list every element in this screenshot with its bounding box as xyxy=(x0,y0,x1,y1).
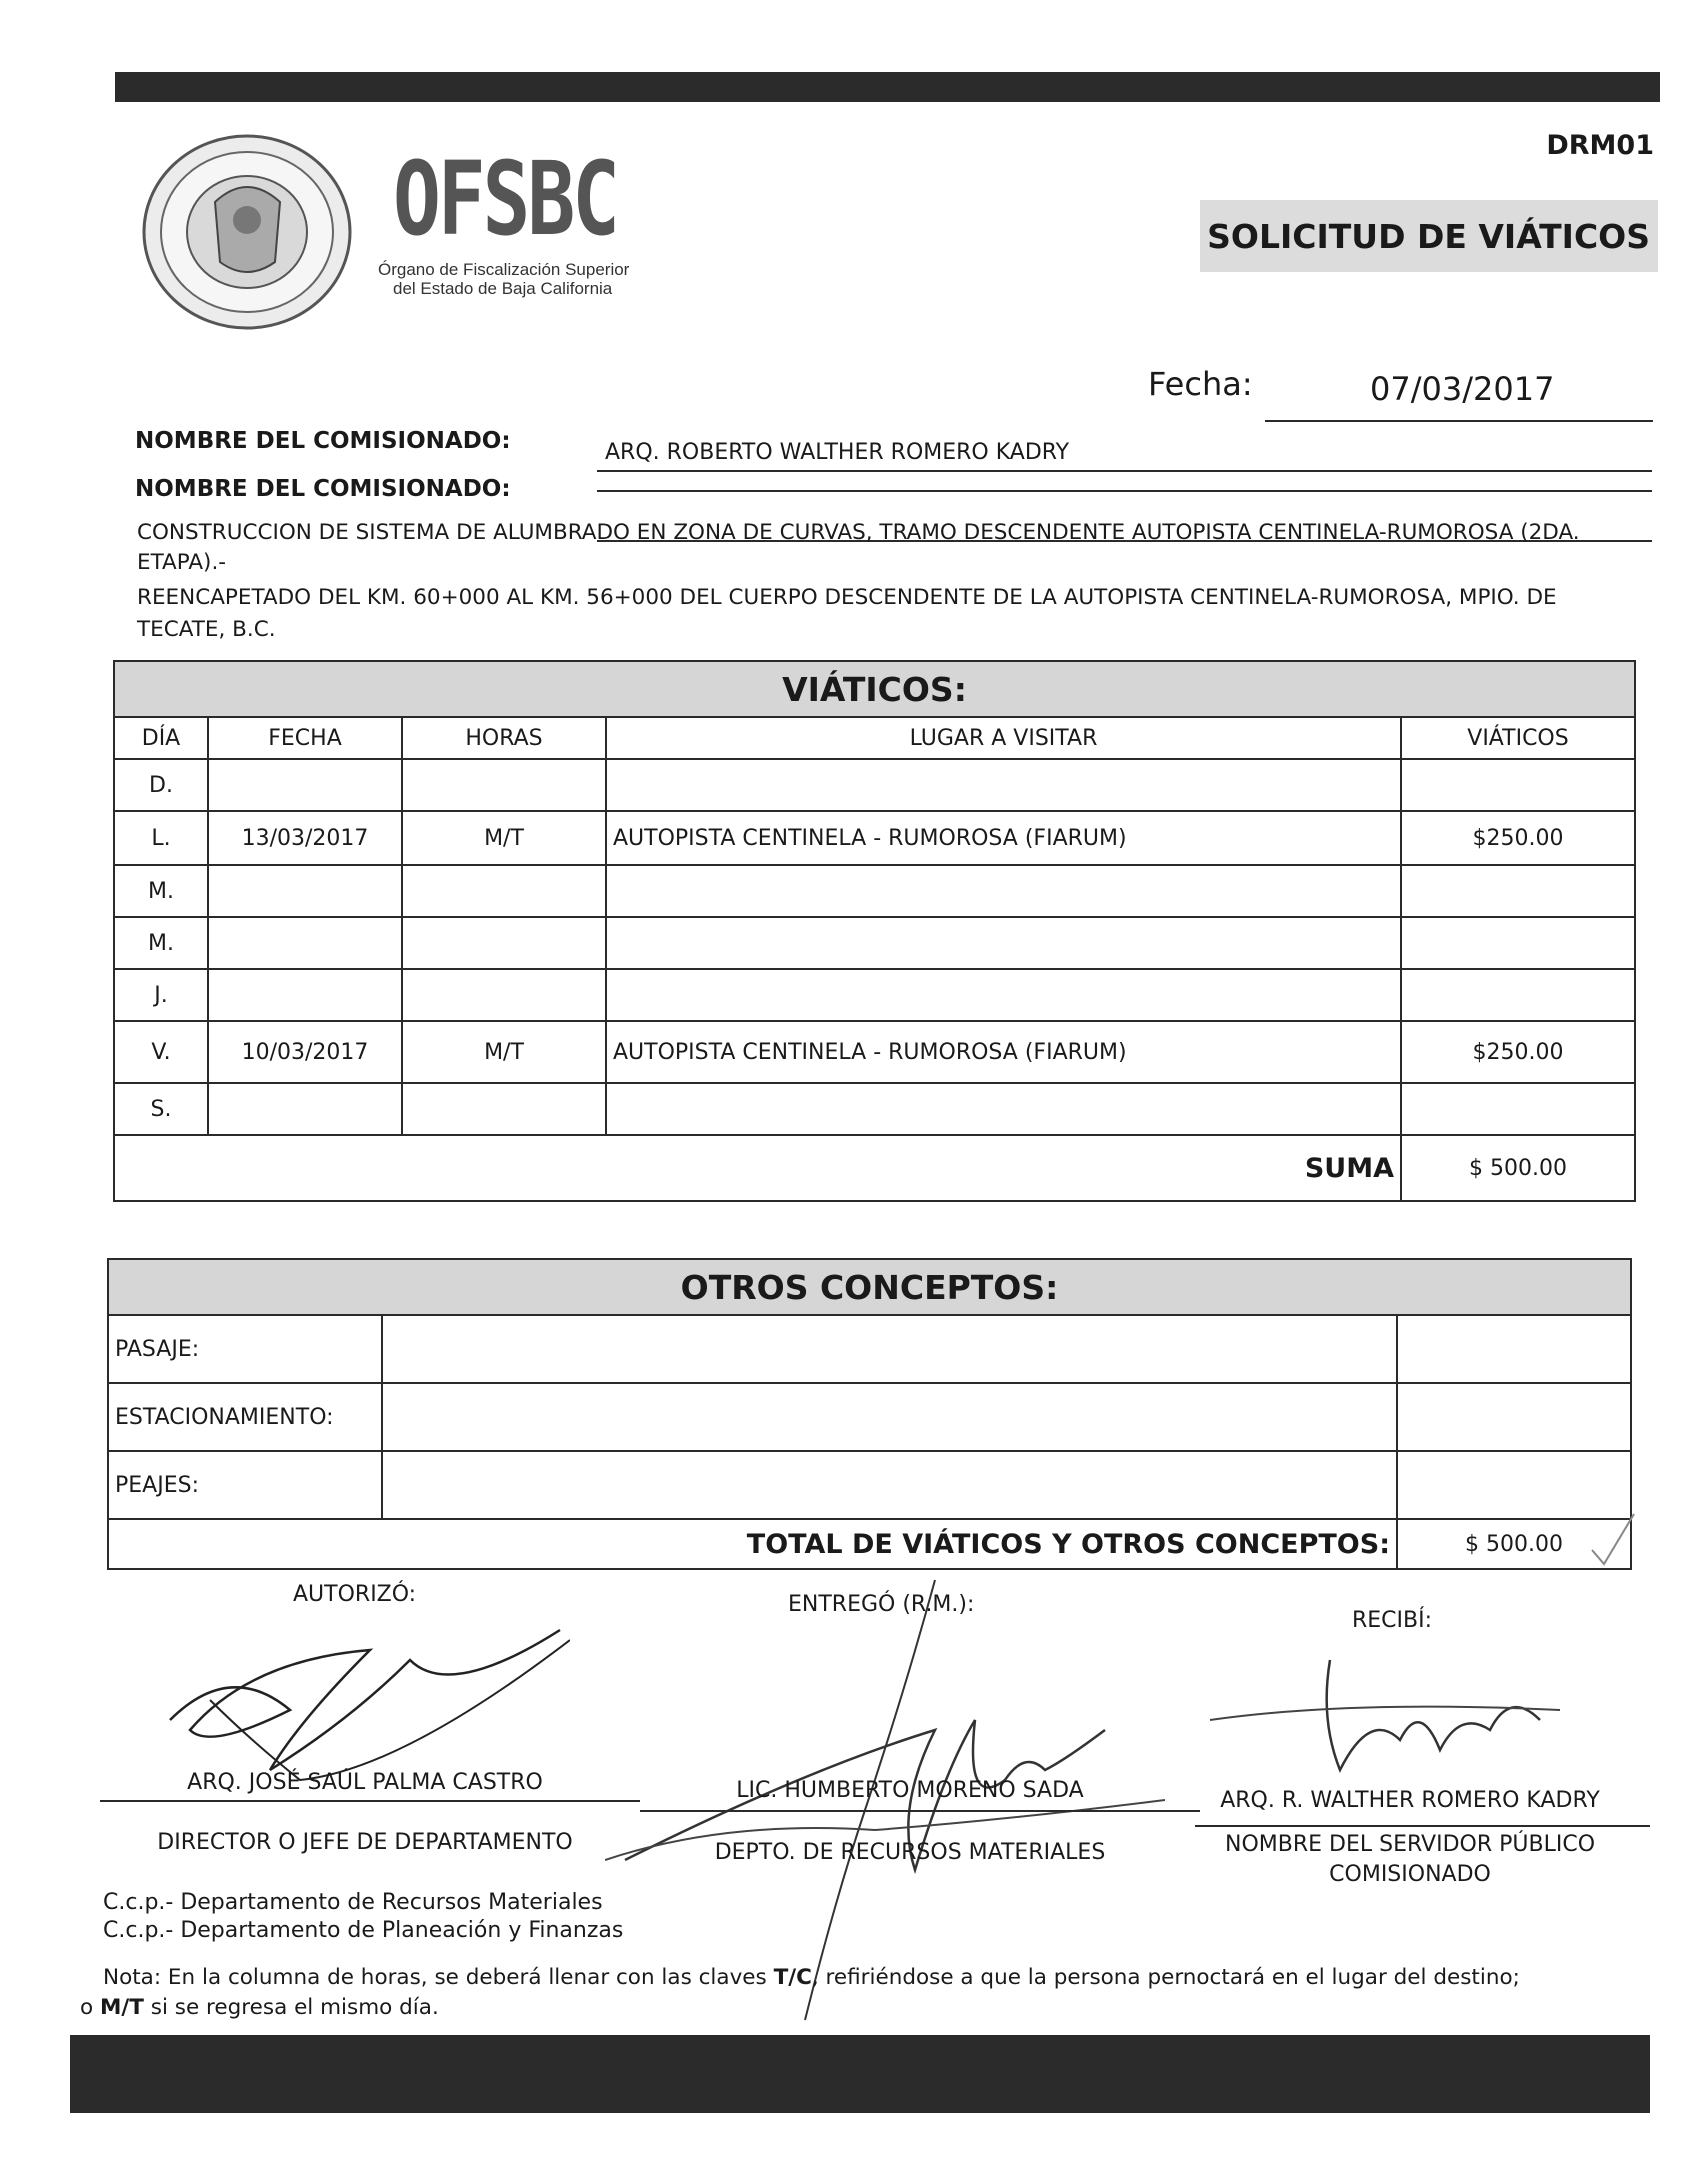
table-row xyxy=(114,811,1635,865)
col-horas: HORAS xyxy=(402,717,606,759)
row-horas xyxy=(402,969,606,1021)
nota-line-1 xyxy=(103,1965,1663,1990)
row-dia: L. xyxy=(114,811,208,865)
row-horas xyxy=(402,759,606,811)
descripcion-line-1: CONSTRUCCION DE SISTEMA DE ALUMBRADO EN ZONA DE CURVAS, TRAMO DESCENDENTE AUTOPISTA CENTINELA-RUMOROSA (2DA. xyxy=(137,520,1580,545)
row-monto xyxy=(1401,759,1635,811)
row-dia: D. xyxy=(114,759,208,811)
entrego-role: DEPTO. DE RECURSOS MATERIALES xyxy=(714,1840,1106,1865)
logo-subtitle-2: del Estado de Baja California xyxy=(393,279,613,298)
row-lugar: AUTOPISTA CENTINELA - RUMOROSA (FIARUM) xyxy=(606,811,1401,865)
otros-title: OTROS CONCEPTOS: xyxy=(108,1259,1631,1315)
suma-label: SUMA xyxy=(114,1135,1401,1201)
table-row xyxy=(114,865,1635,917)
row-monto xyxy=(1401,1083,1635,1135)
row-lugar xyxy=(606,969,1401,1021)
autorizo-role: DIRECTOR O JEFE DE DEPARTAMENTO xyxy=(157,1830,573,1855)
row-horas: M/T xyxy=(402,1021,606,1083)
nota-text: , refiriéndose a que la persona pernoctará en el lugar del destino; xyxy=(811,1965,1520,1990)
recibi-name: ARQ. R. WALTHER ROMERO KADRY xyxy=(1220,1788,1600,1813)
col-fecha: FECHA xyxy=(208,717,402,759)
entrego-line xyxy=(640,1810,1200,1812)
nota-tc: T/C xyxy=(773,1965,812,1990)
recibi-role-2: COMISIONADO xyxy=(1329,1862,1491,1887)
table-row xyxy=(114,1021,1635,1083)
otros-monto xyxy=(1397,1383,1631,1451)
entrego-name: LIC. HUMBERTO MORENO SADA xyxy=(736,1778,1084,1803)
ofsbc-logo: OFSBC xyxy=(393,140,617,259)
suma-row xyxy=(114,1135,1635,1201)
suma-value: $ 500.00 xyxy=(1401,1135,1635,1201)
otros-conceptos-table xyxy=(107,1258,1632,1570)
row-lugar xyxy=(606,1083,1401,1135)
ccp-line-2: C.c.p.- Departamento de Planeación y Finanzas xyxy=(103,1918,624,1943)
row-monto: $250.00 xyxy=(1401,811,1635,865)
row-horas xyxy=(402,865,606,917)
row-fecha xyxy=(208,865,402,917)
autorizo-label: AUTORIZÓ: xyxy=(293,1582,417,1607)
descripcion-line-4: TECATE, B.C. xyxy=(137,617,276,642)
col-dia: DÍA xyxy=(114,717,208,759)
row-dia: J. xyxy=(114,969,208,1021)
top-bar xyxy=(115,72,1660,102)
otros-desc xyxy=(382,1383,1397,1451)
row-dia: S. xyxy=(114,1083,208,1135)
row-fecha xyxy=(208,759,402,811)
col-viaticos: VIÁTICOS xyxy=(1401,717,1635,759)
row-horas xyxy=(402,917,606,969)
nota-line-2 xyxy=(80,1995,439,2020)
table-row xyxy=(114,1083,1635,1135)
otros-desc xyxy=(382,1451,1397,1519)
col-lugar: LUGAR A VISITAR xyxy=(606,717,1401,759)
row-lugar xyxy=(606,917,1401,969)
nota-text: Nota: En la columna de horas, se deberá llenar con las claves xyxy=(103,1965,774,1990)
total-row xyxy=(108,1519,1631,1569)
otros-label: ESTACIONAMIENTO: xyxy=(108,1383,382,1451)
row-fecha: 13/03/2017 xyxy=(208,811,402,865)
row-monto: $250.00 xyxy=(1401,1021,1635,1083)
row-lugar xyxy=(606,759,1401,811)
otros-monto xyxy=(1397,1451,1631,1519)
comisionado-underline-1 xyxy=(597,470,1652,472)
total-label: TOTAL DE VIÁTICOS Y OTROS CONCEPTOS: xyxy=(108,1519,1397,1569)
row-fecha xyxy=(208,1083,402,1135)
row-dia: M. xyxy=(114,917,208,969)
recibi-role-1: NOMBRE DEL SERVIDOR PÚBLICO xyxy=(1224,1832,1596,1857)
nota-mt: M/T xyxy=(100,1995,144,2020)
nota-text: o xyxy=(80,1995,100,2020)
otros-desc xyxy=(382,1315,1397,1383)
table-row xyxy=(114,917,1635,969)
row-monto xyxy=(1401,917,1635,969)
descripcion-line-3: REENCAPETADO DEL KM. 60+000 AL KM. 56+000 DEL CUERPO DESCENDENTE DE LA AUTOPISTA CENTINELA-RUMOROSA, MPIO. DE xyxy=(137,585,1557,610)
row-fecha xyxy=(208,969,402,1021)
row-monto xyxy=(1401,969,1635,1021)
comisionado-label-1: NOMBRE DEL COMISIONADO: xyxy=(135,428,511,454)
logo-subtitle-1: Órgano de Fiscalización Superior xyxy=(378,260,630,279)
bottom-bar xyxy=(70,2035,1650,2113)
otros-label: PEAJES: xyxy=(108,1451,382,1519)
row-dia: M. xyxy=(114,865,208,917)
ccp-line-1: C.c.p.- Departamento de Recursos Materiales xyxy=(103,1890,603,1915)
row-dia: V. xyxy=(114,1021,208,1083)
total-value: $ 500.00 xyxy=(1397,1519,1631,1569)
table-row xyxy=(114,969,1635,1021)
comisionado-underline-2 xyxy=(597,490,1652,492)
fecha-value: 07/03/2017 xyxy=(1370,370,1555,408)
check-mark-icon xyxy=(1588,1510,1638,1575)
nota-text: si se regresa el mismo día. xyxy=(143,1995,439,2020)
fecha-underline xyxy=(1265,420,1653,422)
entrego-label: ENTREGÓ (R.M.): xyxy=(788,1592,975,1617)
row-fecha: 10/03/2017 xyxy=(208,1021,402,1083)
fecha-label: Fecha: xyxy=(1148,365,1253,403)
row-lugar: AUTOPISTA CENTINELA - RUMOROSA (FIARUM) xyxy=(606,1021,1401,1083)
recibi-label: RECIBÍ: xyxy=(1352,1608,1433,1633)
descripcion-line-2: ETAPA).- xyxy=(137,550,227,575)
row-monto xyxy=(1401,865,1635,917)
table-row xyxy=(108,1315,1631,1383)
row-lugar xyxy=(606,865,1401,917)
state-seal xyxy=(140,132,355,332)
recibi-line xyxy=(1195,1825,1650,1827)
row-horas: M/T xyxy=(402,811,606,865)
table-row xyxy=(108,1383,1631,1451)
autorizo-name: ARQ. JOSÉ SAÚL PALMA CASTRO xyxy=(187,1770,543,1795)
viaticos-header-row xyxy=(114,717,1635,759)
comisionado-label-2: NOMBRE DEL COMISIONADO: xyxy=(135,476,511,502)
comisionado-value-1: ARQ. ROBERTO WALTHER ROMERO KADRY xyxy=(605,440,1070,465)
viaticos-table xyxy=(113,660,1636,1202)
form-title xyxy=(1200,200,1658,272)
form-code: DRM01 xyxy=(1546,130,1654,161)
viaticos-title: VIÁTICOS: xyxy=(114,661,1635,717)
form-title-text: SOLICITUD DE VIÁTICOS xyxy=(1207,216,1650,256)
row-fecha xyxy=(208,917,402,969)
table-row xyxy=(108,1451,1631,1519)
otros-label: PASAJE: xyxy=(108,1315,382,1383)
otros-monto xyxy=(1397,1315,1631,1383)
table-row xyxy=(114,759,1635,811)
autorizo-line xyxy=(100,1800,640,1802)
row-horas xyxy=(402,1083,606,1135)
